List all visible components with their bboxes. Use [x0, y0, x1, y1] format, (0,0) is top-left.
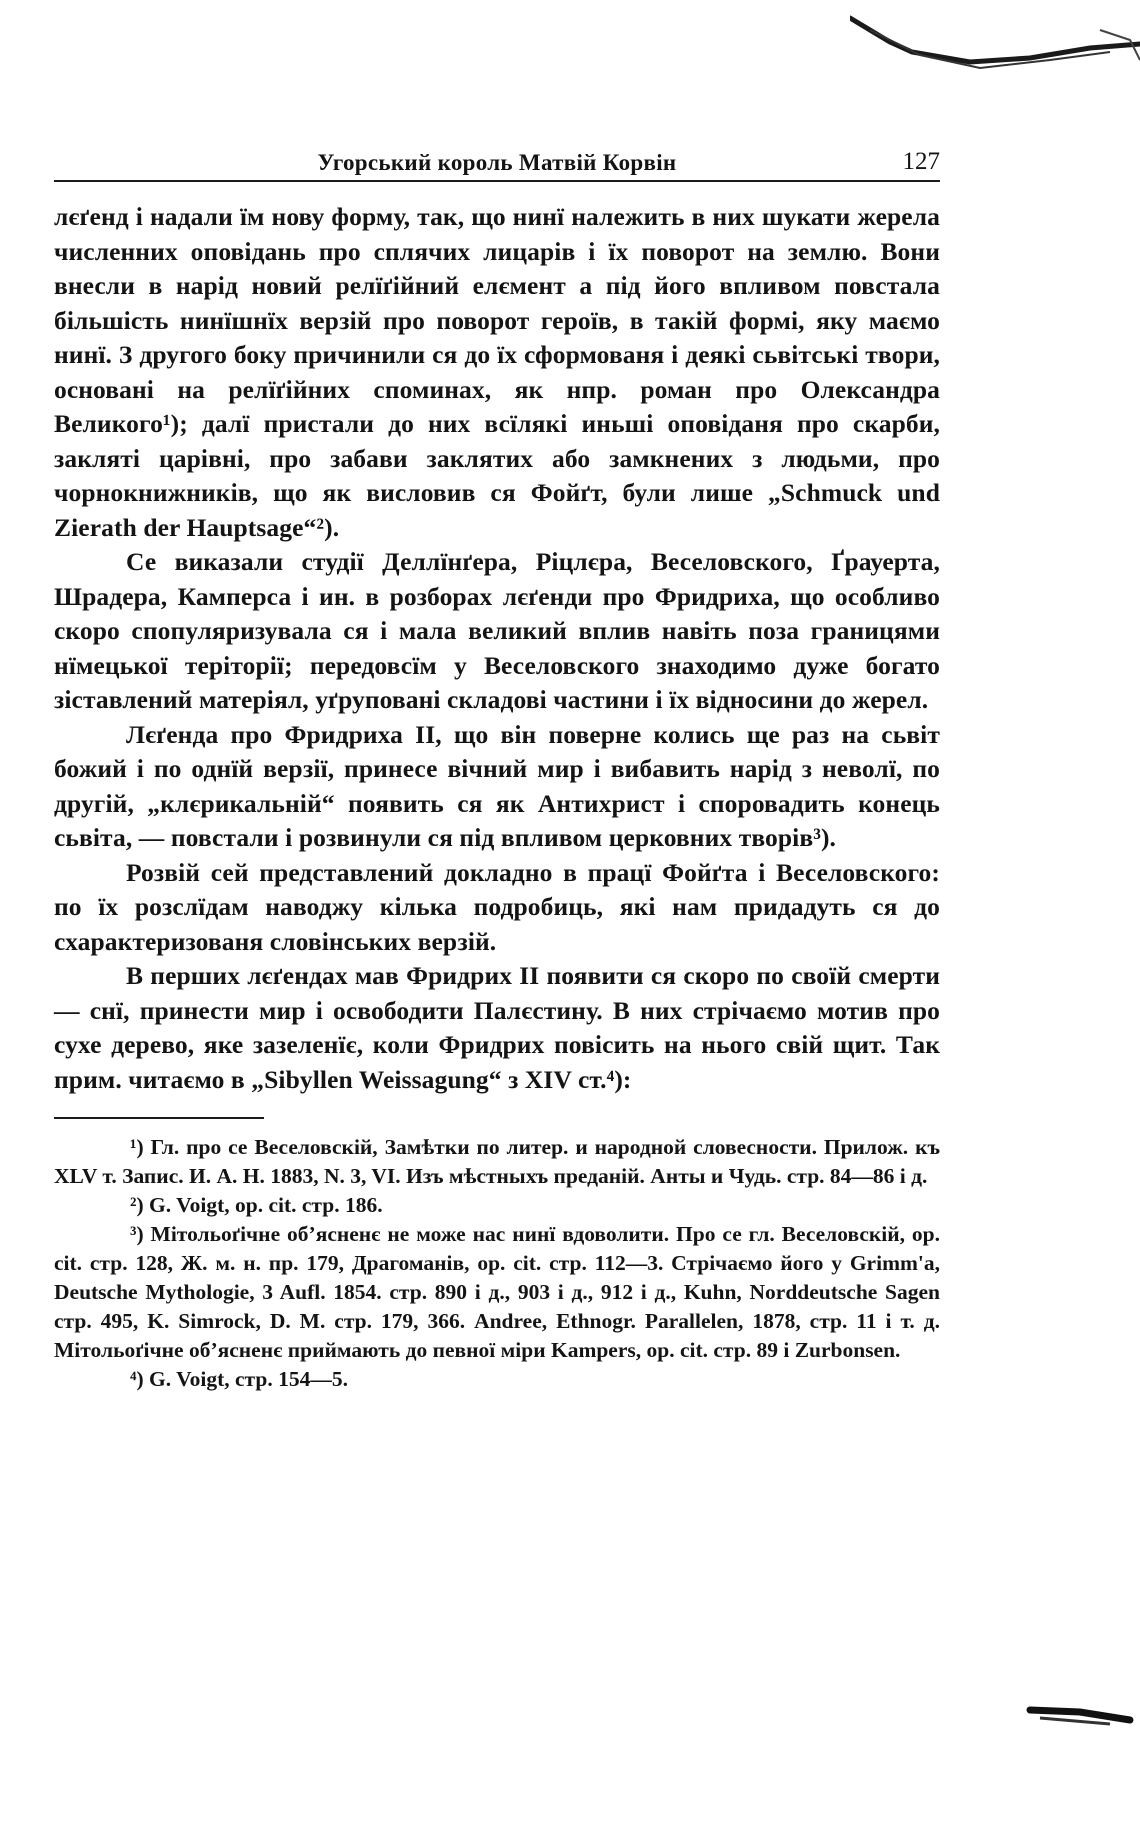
running-title: Угорський король Матвій Корвін: [317, 150, 677, 175]
running-head: [54, 130, 940, 182]
scan-edge-mark: [850, 0, 1140, 90]
scan-smudge-mark: [1020, 1690, 1140, 1740]
paragraph: В перших лєґендах мав Фридрих II появити ся скоро по своїй смерти — снї, принести мир і освободити Палєстину. В них стрічаємо мотив про сухе дерево, яке зазеленїє, коли Фридрих повісить на нього свій щит. Так прим. читаємо в „Sibyllen Weissagung“ з XIV ст.⁴):: [54, 961, 940, 1094]
footnote: ²) G. Voigt, op. cit. стр. 186.: [130, 1193, 383, 1217]
footnote: ¹) Гл. про се Веселовскій, Замѣтки по литер. и народной словесности. Прилож. къ XLV т. Запис. И. А. Н. 1883, N. 3, VI. Изъ мѣстныхъ преданій. Анты и Чудь. стр. 84—86 і д.: [54, 1135, 940, 1188]
footnote: ³) Мітольоґічне обʼясненє не може нас нинї вдоволити. Про се гл. Веселовскій, op. cit. стр. 128, Ж. м. н. пр. 179, Драгоманів, op. cit. стр. 112—3. Стрічаємо його у Grimm'a, Deutsche Mythologie, 3 Aufl. 1854. стр. 890 і д., 903 і д., 912 і д., Kuhn, Norddeutsche Sagen стр. 495, K. Simrock, D. M. стр. 179, 366. Andree, Ethnogr. Parallelen, 1878, стр. 11 і т. д. Мітольоґічне обʼясненє приймають до певної міри Kampers, op. cit. стр. 89 і Zurbonsen.: [54, 1222, 940, 1362]
page-number: 127: [902, 148, 940, 175]
book-page: [54, 130, 940, 1394]
paragraph: Се виказали студії Деллїнґера, Ріцлєра, Веселовского, Ґрауерта, Шрадера, Камперса і ин. в розборах лєґенди про Фридриха, що особливо скоро спопуляризувала ся і мала великий вплив навіть поза границями нїмецької теріторії; передовсїм у Веселовского знаходимо дуже богато зіставлений матеріял, уґруповані складові частини і їх відносини до жерел.: [54, 547, 940, 714]
paragraph: лєґенд і надали їм нову форму, так, що нинї належить в них шукати жерела численних оповідань про сплячих лицарів і їх поворот на землю. Вони внесли в нарід новий релїґійний елємент а під його впливом повстала більшість нинїшнїх верзій про поворот героїв, в такій формі, яку маємо нинї. З другого боку причинили ся до їх сформованя і деякі сьвітські твори, основані на релїґійних споминах, як нпр. роман про Олександра Великого¹); далї пристали до них всїлякі иньші оповіданя про скарби, закляті царівні, про забави заклятих або замкнених з людьми, про чорнокнижників, що як висловив ся Фойґт, були лише „Schmuck und Zierath der Hauptsage“²).: [54, 202, 940, 542]
footnotes: [54, 1133, 940, 1394]
paragraph: Лєґенда про Фридриха II, що він поверне колись ще раз на сьвіт божий і по однїй верзії, принесе вічний мир і вибавить нарід з неволї, по другій, „клєрикальній“ появить ся як Антихрист і споровадить конець сьвіта, — повстали і розвинули ся під впливом церковних творів³).: [54, 719, 940, 852]
body-text: [54, 200, 940, 1097]
footnote-divider: [54, 1117, 264, 1119]
footnote: ⁴) G. Voigt, стр. 154—5.: [130, 1367, 348, 1391]
paragraph: Розвій сей представлений докладно в працї Фойґта і Веселовского: по їх розслїдам наводжу кілька подробиць, які нам придадуть ся до схарактеризованя словінських верзій.: [54, 857, 940, 956]
